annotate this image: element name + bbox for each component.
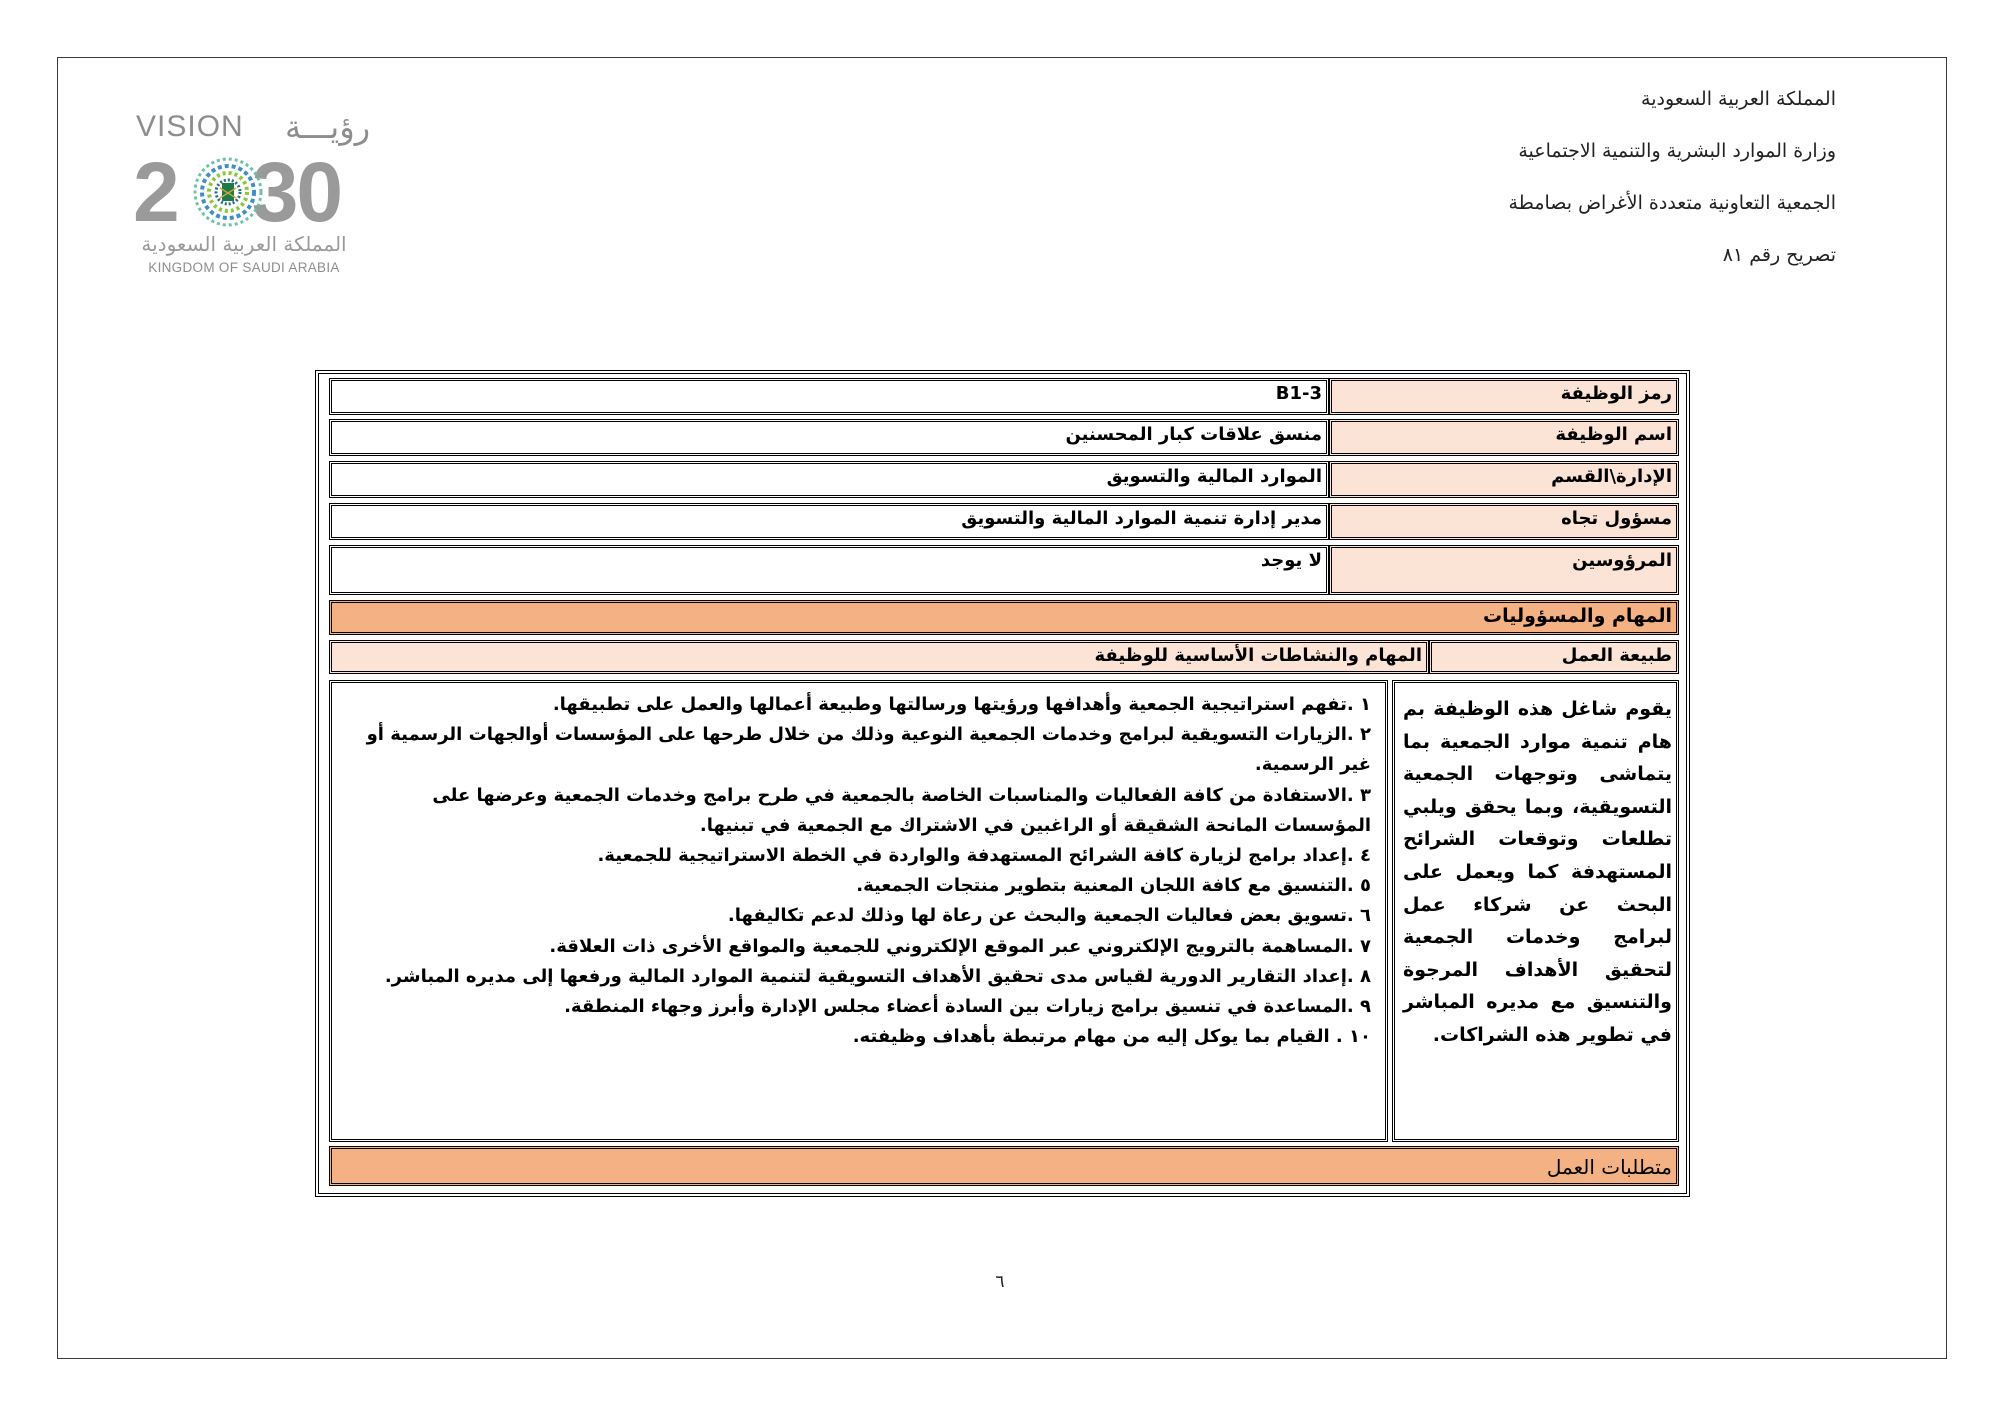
department-label: الإدارة\القسم	[1329, 461, 1679, 498]
job-code-label: رمز الوظيفة	[1329, 378, 1679, 415]
activities-list	[329, 680, 1388, 1142]
list-item: ٨ .إعداد التقارير الدورية لقياس مدى تحقيق الأهداف التسويقية لتنمية الموارد المالية ورفعها إلى مديره المباشر.	[384, 965, 1371, 987]
work-nature-text: يقوم شاغل هذه الوظيفة بم هام تنمية موارد الجمعية بما يتماشى وتوجهات الجمعية التسويقية، وبما يحقق ويلبي تطلعات وتوقعات الشرائح المستهدفة كما ويعمل على البحث عن شركاء عمل لبرامج وخدمات الجمعية لتحقيق الأهداف المرجوة والتنسيق مع مديره المباشر في تطوير هذه الشراكات.	[1392, 680, 1679, 1142]
list-item: ٤ .إعداد برامج لزيارة كافة الشرائح المستهدفة والواردة في الخطة الاستراتيجية للجمعية.	[597, 845, 1371, 867]
letterhead-line-kingdom: المملكة العربية السعودية	[1641, 88, 1836, 110]
subordinates-label: المرؤوسين	[1329, 545, 1679, 595]
tasks-section-header: المهام والمسؤوليات	[329, 600, 1679, 635]
job-name-label: اسم الوظيفة	[1329, 419, 1679, 456]
logo-year-left: 2	[133, 145, 178, 239]
letterhead-line-ministry: وزارة الموارد البشرية والتنمية الاجتماعية	[1518, 140, 1836, 162]
letterhead-line-association: الجمعية التعاونية متعددة الأغراض بصامطة	[1508, 192, 1836, 214]
list-item: ٣ .الاستفادة من كافة الفعاليات والمناسبات الخاصة بالجمعية في طرح برامج وخدمات الجمعية وعرضها على المؤسسات المانحة الشقيقة أو الراغبين في الاشتراك مع الجمعية في تبنيها.	[432, 784, 1371, 836]
reports-to-value: مدير إدارة تنمية الموارد المالية والتسويق	[329, 503, 1329, 540]
letterhead-line-license: تصريح رقم ٨١	[1722, 244, 1836, 266]
list-item: ٩ .المساعدة في تنسيق برامج زيارات بين السادة أعضاء مجلس الإدارة وأبرز وجهاء المنطقة.	[564, 996, 1371, 1018]
work-nature-label: طبيعة العمل	[1429, 640, 1679, 674]
reports-to-label: مسؤول تجاه	[1329, 503, 1679, 540]
letterhead	[1509, 84, 1836, 292]
list-item: ٦ .تسويق بعض فعاليات الجمعية والبحث عن رعاة لها وذلك لدعم تكاليفها.	[727, 905, 1371, 927]
job-code-value: B1-3	[329, 378, 1329, 415]
job-name-value: منسق علاقات كبار المحسنين	[329, 419, 1329, 456]
page-number: ٦	[995, 1272, 1005, 1292]
logo-emblem-icon	[191, 152, 265, 232]
list-item: ١ .تفهم استراتيجية الجمعية وأهدافها ورؤيتها ورسالتها وطبيعة أعمالها والعمل على تطبيقها.	[552, 694, 1371, 715]
requirements-section-header: متطلبات العمل	[329, 1146, 1679, 1186]
logo-vision-en: VISION	[136, 110, 244, 143]
logo-country-ar: المملكة العربية السعودية	[141, 232, 347, 256]
department-value: الموارد المالية والتسويق	[329, 461, 1329, 498]
logo-year-right: 30	[251, 145, 342, 239]
list-item: ٧ .المساهمة بالترويج الإلكتروني عبر الموقع الإلكتروني للجمعية والمواقع الأخرى ذات العلاقة.	[549, 935, 1371, 957]
logo-country-en: KINGDOM OF SAUDI ARABIA	[148, 260, 340, 275]
activities-label: المهام والنشاطات الأساسية للوظيفة	[329, 640, 1429, 674]
subordinates-value: لا يوجد	[329, 545, 1329, 595]
list-item: ٥ .التنسيق مع كافة اللجان المعنية بتطوير منتجات الجمعية.	[856, 875, 1371, 897]
list-item: ٢ .الزيارات التسويقية لبرامج وخدمات الجمعية النوعية وذلك من خلال طرحها على المؤسسات أوالجهات الرسمية أو غير الرسمية.	[366, 724, 1371, 776]
list-item: ١٠ . القيام بما يوكل إليه من مهام مرتبطة بأهداف وظيفته.	[852, 1026, 1371, 1048]
vision-2030-logo	[133, 108, 371, 278]
logo-vision-ar: رؤيـــة	[285, 108, 371, 146]
job-description-table	[315, 370, 1690, 1197]
